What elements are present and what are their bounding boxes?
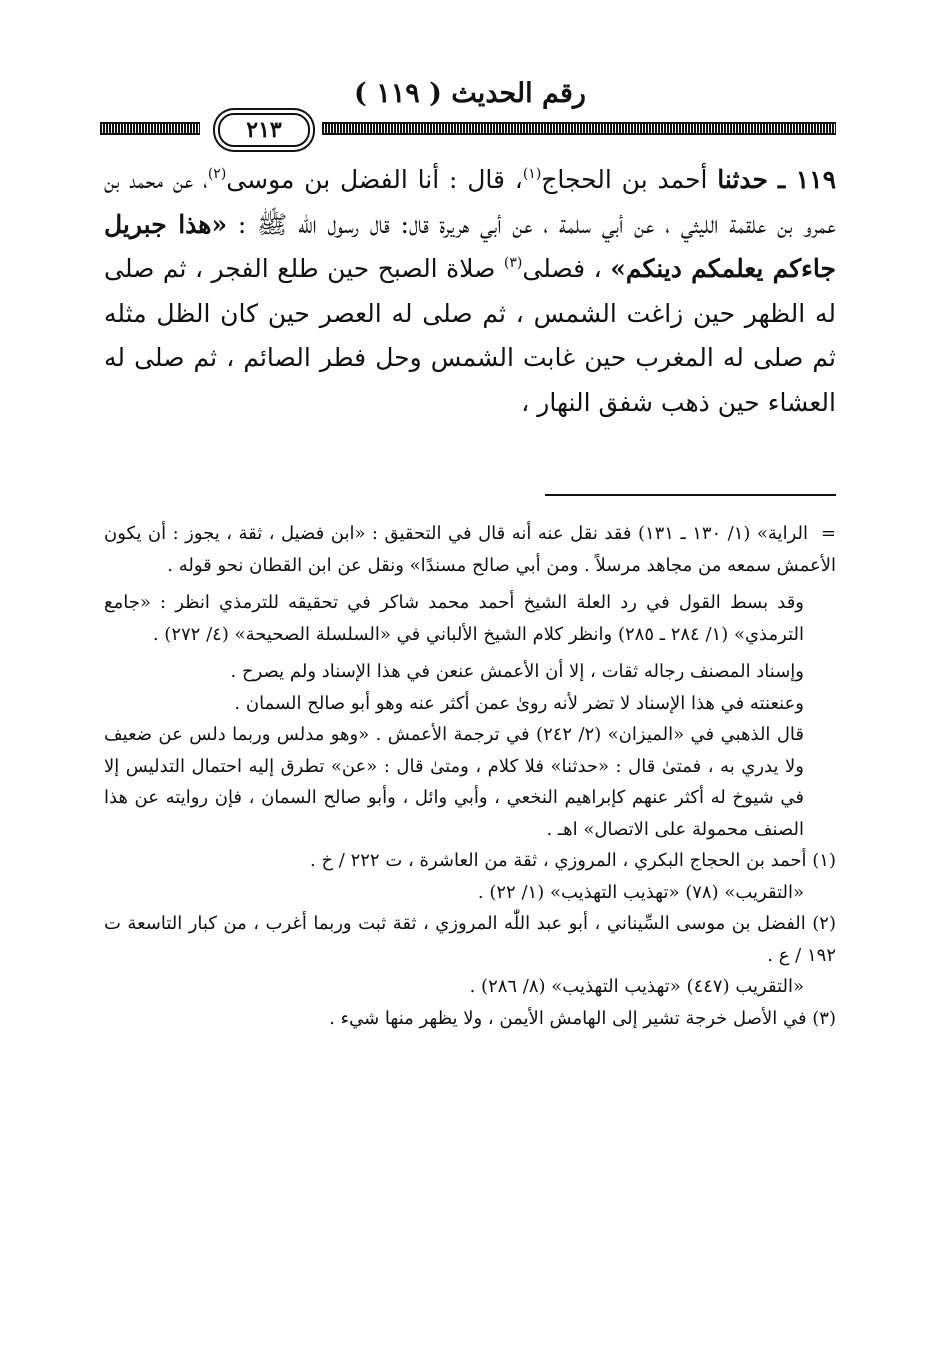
hadith-segment-5: صلاة الصبح حين طلع الفجر ، ثم صلى له الظهر حين زاغت الشمس ، ثم صلى له العصر حين كان الظل مثله ثم صلى له المغرب حين غابت الشمس وحل فطر الصائم ، ثم صلى له العشاء حين ذهب شفق النهار ،: [104, 254, 836, 417]
hadith-segment-4: ، فصلى: [522, 254, 611, 283]
footnote-continuation-4: وعنعنته في هذا الإسناد لا تضر لأنه روىٰ عمن أكثر عنه وهو أبو صالح السمان .: [234, 692, 804, 714]
footnote-continuation-1: [104, 518, 836, 581]
footnote-ref-3: (٣): [503, 255, 523, 271]
footnote-2-sources: «التقريب (٤٤٧) «تهذيب التهذيب» (٨/ ٢٨٦) .: [469, 976, 804, 997]
header-rule: [100, 113, 836, 143]
hadith-quote: «هذا جبريل جاءكم يعلمكم دينكم»: [104, 209, 836, 283]
continuation-marker: =: [820, 523, 836, 544]
footnote-text: الراية» (١/ ١٣٠ ـ ١٣١) فقد نقل عنه أنه قال في التحقيق : «ابن فضيل ، ثقة ، يجوز : أن يكون الأعمش سمعه من مجاهد مرسلاً . ومن أبي صالح مسندًا» ونقل عن ابن القطان نحو قوله .: [104, 523, 836, 576]
hadith-text: [104, 158, 836, 425]
page-title: رقم الحديث ( ١١٩ ): [354, 78, 586, 109]
footnote-separator: [545, 494, 836, 496]
hadith-segment-1: أحمد بن الحجاج: [541, 165, 718, 194]
footnote-2: (٢) الفضل بن موسى السِّيناني ، أبو عبد اللّٰه المروزي ، ثقة ثبت وربما أغرب ، من كبار التاسعة ت ١٩٢ / ع .: [104, 913, 836, 966]
footnote-ref-2: (٢): [207, 166, 227, 182]
footnote-continuation-2: وقد بسط القول في رد العلة الشيخ أحمد محمد شاكر في تحقيقه للترمذي انظر : «جامع الترمذي» (١/ ٢٨٤ ـ ٢٨٥) وانظر كلام الشيخ الألباني في «السلسلة الصحيحة» (٤/ ٢٧٢) .: [104, 592, 804, 645]
page-number-badge: ٢١٣: [218, 113, 310, 147]
footnote-3: (٣) في الأصل خرجة تشير إلى الهامش الأيمن ، ولا يظهر منها شيء .: [329, 1007, 836, 1029]
footnote-1-sources: «التقريب» (٧٨) «تهذيب التهذيب» (١/ ٢٢) .: [477, 881, 804, 903]
footnote-continuation-3: وإسناد المصنف رجاله ثقات ، إلا أن الأعمش عنعن في هذا الإسناد ولم يصرح .: [230, 661, 804, 682]
hadith-number: ١١٩ ـ: [777, 165, 837, 194]
haddathana-word: حدثنا: [717, 165, 768, 194]
header-rule-right: [322, 122, 836, 135]
footnote-continuation-5: قال الذهبي في «الميزان» (٢/ ٢٤٢) في ترجمة الأعمش . «وهو مدلس وربما دلس عن ضعيف ولا يدري به ، فمتىٰ قال : «حدثنا» فلا كلام ، ومتىٰ قال : «عن» تطرق إليه احتمال التدليس إلا في شيوخ له أكثر عنهم كإبراهيم النخعي ، وأبي وائل ، وأبو صالح السمان ، فإن روايته عن هذا الصنف محمولة على الاتصال» اهـ .: [104, 724, 804, 840]
footnotes: [104, 518, 836, 1034]
hadith-segment-3: ، عن محمد بن عمرو بن علقمة الليثي ، عن أبي سلمة ، عن أبي هريرة قال: قال رسول اللّٰه ﷺ :: [104, 165, 836, 239]
footnote-ref-1: (١): [522, 166, 542, 182]
footnote-1: (١) أحمد بن الحجاج البكري ، المروزي ، ثقة من العاشرة ، ت ٢٢٢ / خ .: [310, 850, 836, 871]
hadith-segment-2: ، قال : أنا الفضل بن موسى: [226, 165, 523, 194]
header-rule-left: [100, 122, 200, 135]
